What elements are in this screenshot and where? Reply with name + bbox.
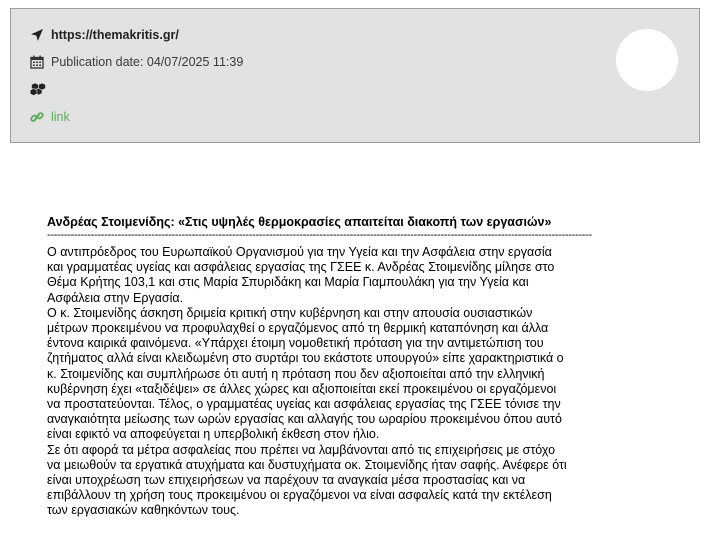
- source-url-row[interactable]: [30, 28, 179, 42]
- cubes-icon: [30, 82, 47, 96]
- article-line: να προστατεύονται. Τέλος, ο γραμματέας υγείας και ασφάλειας εργασίας της ΓΣΕΕ τόνισε την: [47, 397, 561, 412]
- article-line: Σε ότι αφορά τα μέτρα ασφαλείας που πρέπει να λαμβάνονται από τις επιχειρήσεις με στόχο: [47, 442, 556, 457]
- article-line: είναι υποχρέωση των επιχειρήσεων να παρέχουν τα αναγκαία μέσα προστασίας και να: [47, 473, 526, 488]
- link-icon: [30, 110, 44, 124]
- article-body: [47, 245, 657, 519]
- link-row[interactable]: [30, 110, 70, 124]
- article-headline: Ανδρέας Στοιμενίδης: «Στις υψηλές θερμοκρασίες απαιτείται διακοπή των εργασιών»: [47, 215, 552, 229]
- article-line: των εργασιακών καθηκόντων τους.: [47, 503, 240, 518]
- article-line: να μειωθούν τα εργατικά ατυχήματα και δυστυχήματα οκ. Στοιμενίδης ήταν σαφής. Ανέφερε ότι: [47, 457, 567, 472]
- article-meta-panel: [10, 8, 700, 143]
- article-line: Ασφάλεια στην Εργασία.: [47, 290, 184, 305]
- calendar-icon: [30, 55, 44, 69]
- article-line: κ. Στοιμενίδης και συμπλήρωσε ότι αυτή η πρόταση που δεν αξιοποιείται από την ελληνική: [47, 366, 545, 381]
- article-line: και γραμματέας υγείας και ασφάλειας εργασίας της ΓΣΕΕ κ. Ανδρέας Στοιμενίδης μίλησε στο: [47, 260, 555, 275]
- avatar: [616, 29, 678, 91]
- article-line: ζητήματος αλλά είναι κλειδωμένη στο συρτάρι του εκάστοτε υπουργού» είπε χαρακτηριστικά ο: [47, 351, 564, 366]
- article-line: αναγκαιότητα μείωσης των ωρών εργασίας και αλλαγής του ωραρίου προκειμένου όπου αυτό: [47, 412, 562, 427]
- article-line: κυβέρνηση έχει «ταξιδέψει» σε άλλες χώρες και αξιοποιείται εκεί προκειμένου οι εργαζόμενοι: [47, 381, 557, 396]
- article-line: Ο κ. Στοιμενίδης άσκηση δριμεία κριτική στην κυβέρνηση και στην απουσία ουσιαστικών: [47, 305, 533, 320]
- article-line: μέτρων προκειμένου να προφυλαχθεί ο εργαζόμενος από τη θερμική καταπόνηση και άλλα: [47, 321, 549, 336]
- link-text[interactable]: link: [51, 110, 70, 124]
- article: [47, 214, 657, 519]
- category-row: [30, 82, 54, 96]
- source-url[interactable]: https://themakritis.gr/: [51, 28, 179, 42]
- article-line: έντονα καιρικά φαινόμενα. «Υπάρχει έτοιμη νομοθετική πρόταση για την αντιμετώπιση του: [47, 336, 544, 351]
- publication-date: Publication date: 04/07/2025 11:39: [51, 55, 244, 69]
- publication-date-row: [30, 55, 243, 69]
- article-line: Ο αντιπρόεδρος του Ευρωπαϊκού Οργανισμού για την Υγεία και την Ασφάλεια στην εργασία: [47, 245, 552, 259]
- separator-line: ------------------------------------------------------------------------------------------------------------------------------------------------------------------: [47, 231, 592, 241]
- article-line: είναι εφικτό να αποφεύγεται η υπερβολική έκθεση στον ήλιο.: [47, 427, 380, 442]
- location-arrow-icon: [30, 28, 44, 42]
- article-line: Θέμα Κρήτης 103,1 και στις Μαρία Σπυριδάκη και Μαρία Γιαμπουλάκη για την Υγεία και: [47, 275, 529, 290]
- article-line: επιβάλλουν τη χρήση τους προκειμένου οι εργαζόμενοι να είναι ασφαλείς κατά την εκτέλεση: [47, 488, 552, 503]
